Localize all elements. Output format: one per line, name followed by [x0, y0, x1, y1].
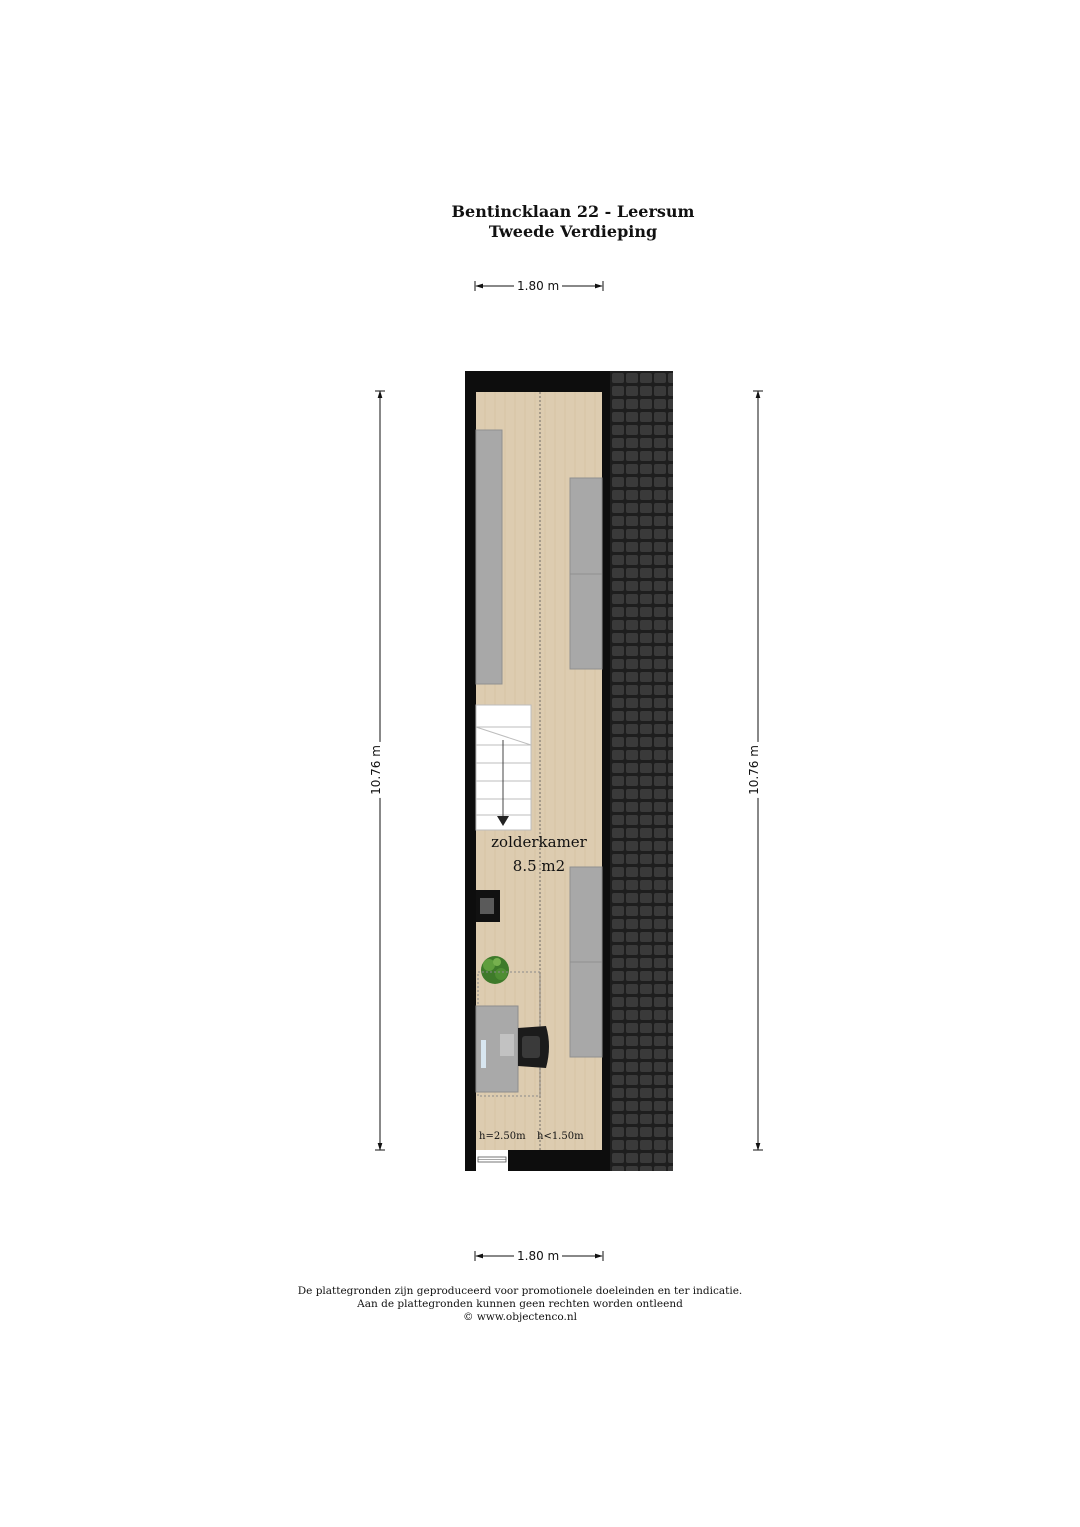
plan-title-floor: Tweede Verdieping [488, 222, 658, 241]
room-area: 8.5 m2 [512, 857, 566, 875]
plant-icon [481, 956, 509, 984]
ceiling-height-low: h<1.50m [537, 1131, 584, 1142]
dimension-right-label: 10.76 m [747, 742, 761, 798]
staircase [476, 705, 531, 830]
dimension-top-label: 1.80 m [514, 279, 562, 293]
disclaimer-line-1: De plattegronden zijn geproduceerd voor promotionele doeleinden en ter indicatie. [297, 1285, 743, 1297]
desk [476, 1006, 518, 1092]
roof-tiles [610, 371, 673, 1171]
ceiling-height-high: h=2.50m [479, 1131, 526, 1142]
copyright-line: © www.objectenco.nl [463, 1311, 577, 1323]
disclaimer-line-2: Aan de plattegronden kunnen geen rechten worden ontleend [357, 1298, 683, 1310]
room-name: zolderkamer [491, 833, 587, 851]
dimension-bottom-label: 1.80 m [514, 1249, 562, 1263]
dimension-left-label: 10.76 m [369, 742, 383, 798]
plan-title-address: Bentincklaan 22 - Leersum [451, 202, 695, 221]
cabinet-left [476, 430, 502, 684]
office-chair-icon [518, 1026, 549, 1068]
chimney [476, 890, 500, 922]
window [476, 1150, 508, 1171]
